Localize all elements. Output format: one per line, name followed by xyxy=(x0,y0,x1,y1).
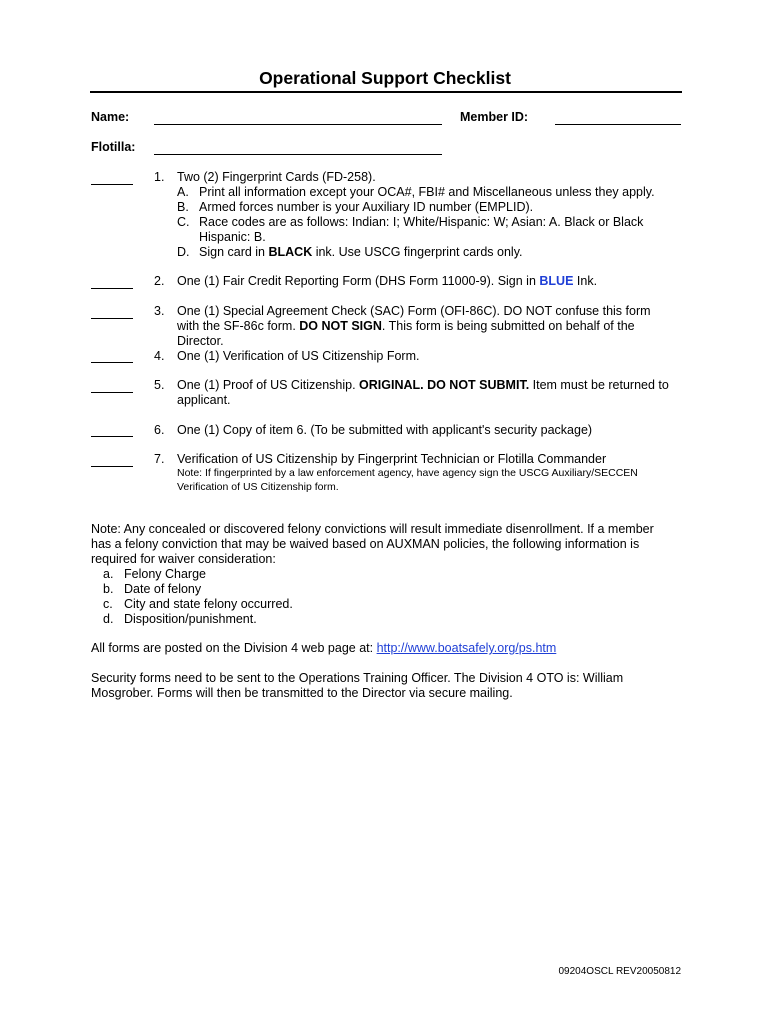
sub-text: Armed forces number is your Auxiliary ID number (EMPLID). xyxy=(199,200,534,214)
item-text: One (1) Verification of US Citizenship Form. xyxy=(177,349,420,363)
division-web-link[interactable]: http://www.boatsafely.org/ps.htm xyxy=(376,641,557,655)
list-letter: b. xyxy=(103,582,114,596)
list-item: Felony Charge xyxy=(124,567,206,581)
item-text xyxy=(177,274,597,289)
item-text-bold: DO NOT SIGN xyxy=(299,319,382,333)
felony-note-line1: Note: Any concealed or discovered felony convictions will result immediate disenrollment. If a member xyxy=(91,522,654,536)
sub-letter: B. xyxy=(177,200,189,214)
item-number: 3. xyxy=(154,304,165,318)
item-text: One (1) Copy of item 6. (To be submitted with applicant's security package) xyxy=(177,423,593,437)
checkbox-line-item-4[interactable] xyxy=(91,362,133,363)
item-number: 5. xyxy=(154,378,165,392)
checkbox-line-item-5[interactable] xyxy=(91,392,133,393)
list-item: Date of felony xyxy=(124,582,202,596)
list-letter: c. xyxy=(103,597,113,611)
item-text-line2: applicant. xyxy=(177,393,231,407)
felony-note-line3: required for waiver consideration: xyxy=(91,552,276,566)
title-divider xyxy=(90,91,682,93)
item-text: Verification of US Citizenship by Fingerprint Technician or Flotilla Commander xyxy=(177,452,607,466)
item-text: One (1) Special Agreement Check (SAC) Form (OFI-86C). DO NOT confuse this form xyxy=(177,304,651,318)
sub-text-pre: Sign card in xyxy=(199,245,269,259)
item-text-bold: ORIGINAL. DO NOT SUBMIT. xyxy=(359,378,530,392)
item-number: 2. xyxy=(154,274,165,288)
sub-text xyxy=(199,245,523,260)
item-text: Two (2) Fingerprint Cards (FD-258). xyxy=(177,170,376,184)
item-text-pre: One (1) Proof of US Citizenship. xyxy=(177,378,360,392)
item-text-post: . This form is being submitted on behalf of the xyxy=(381,319,635,333)
flotilla-label: Flotilla: xyxy=(91,140,136,154)
sub-text-post: ink. Use USCG fingerprint cards only. xyxy=(312,245,523,259)
member-id-field[interactable] xyxy=(555,124,681,125)
checkbox-line-item-6[interactable] xyxy=(91,436,133,437)
item-text-pre: with the SF-86c form. xyxy=(177,319,300,333)
list-letter: d. xyxy=(103,612,114,626)
sub-text-continued: Hispanic: B. xyxy=(199,230,266,244)
name-field[interactable] xyxy=(154,124,442,125)
sub-text-bold: BLACK xyxy=(268,245,313,259)
felony-note-line2: has a felony conviction that may be waived based on AUXMAN policies, the following information is xyxy=(91,537,640,551)
item-number: 1. xyxy=(154,170,165,184)
flotilla-field[interactable] xyxy=(154,154,442,155)
item-number: 7. xyxy=(154,452,165,466)
item-text-line3: Director. xyxy=(177,334,224,348)
item-text-post: Item must be returned to xyxy=(529,378,669,392)
forms-text: All forms are posted on the Division 4 web page at: xyxy=(91,641,377,655)
sub-letter: D. xyxy=(177,245,190,259)
sub-text: Race codes are as follows: Indian: I; White/Hispanic: W; Asian: A. Black or Black xyxy=(199,215,644,229)
sub-text: Print all information except your OCA#, FBI# and Miscellaneous unless they apply. xyxy=(199,185,655,199)
blue-ink-label: BLUE xyxy=(539,274,574,288)
forms-sentence xyxy=(91,641,556,656)
checkbox-line-item-1[interactable] xyxy=(91,184,133,185)
revision-code: 09204OSCL REV20050812 xyxy=(558,966,681,977)
sub-letter: A. xyxy=(177,185,189,199)
page-title: Operational Support Checklist xyxy=(259,68,511,88)
list-letter: a. xyxy=(103,567,114,581)
item-number: 6. xyxy=(154,423,165,437)
item-text-pre: One (1) Fair Credit Reporting Form (DHS Form 11000-9). Sign in xyxy=(177,274,540,288)
checkbox-line-item-2[interactable] xyxy=(91,288,133,289)
item-text xyxy=(177,378,669,393)
item-note: Note: If fingerprinted by a law enforcement agency, have agency sign the USCG Auxiliary/SECCEN xyxy=(177,467,638,479)
checkbox-line-item-3[interactable] xyxy=(91,318,133,319)
list-item: Disposition/punishment. xyxy=(124,612,257,626)
security-line1: Security forms need to be sent to the Operations Training Officer. The Division 4 OTO is: William xyxy=(91,671,624,685)
checkbox-line-item-7[interactable] xyxy=(91,466,133,467)
sub-letter: C. xyxy=(177,215,190,229)
name-label: Name: xyxy=(91,110,130,124)
member-id-label: Member ID: xyxy=(460,110,529,124)
item-note-line2: Verification of US Citizenship form. xyxy=(177,481,339,493)
security-line2: Mosgrober. Forms will then be transmitted to the Director via secure mailing. xyxy=(91,686,513,700)
item-text-line2 xyxy=(177,319,635,334)
item-number: 4. xyxy=(154,349,165,363)
item-text-post: Ink. xyxy=(573,274,598,288)
list-item: City and state felony occurred. xyxy=(124,597,293,611)
